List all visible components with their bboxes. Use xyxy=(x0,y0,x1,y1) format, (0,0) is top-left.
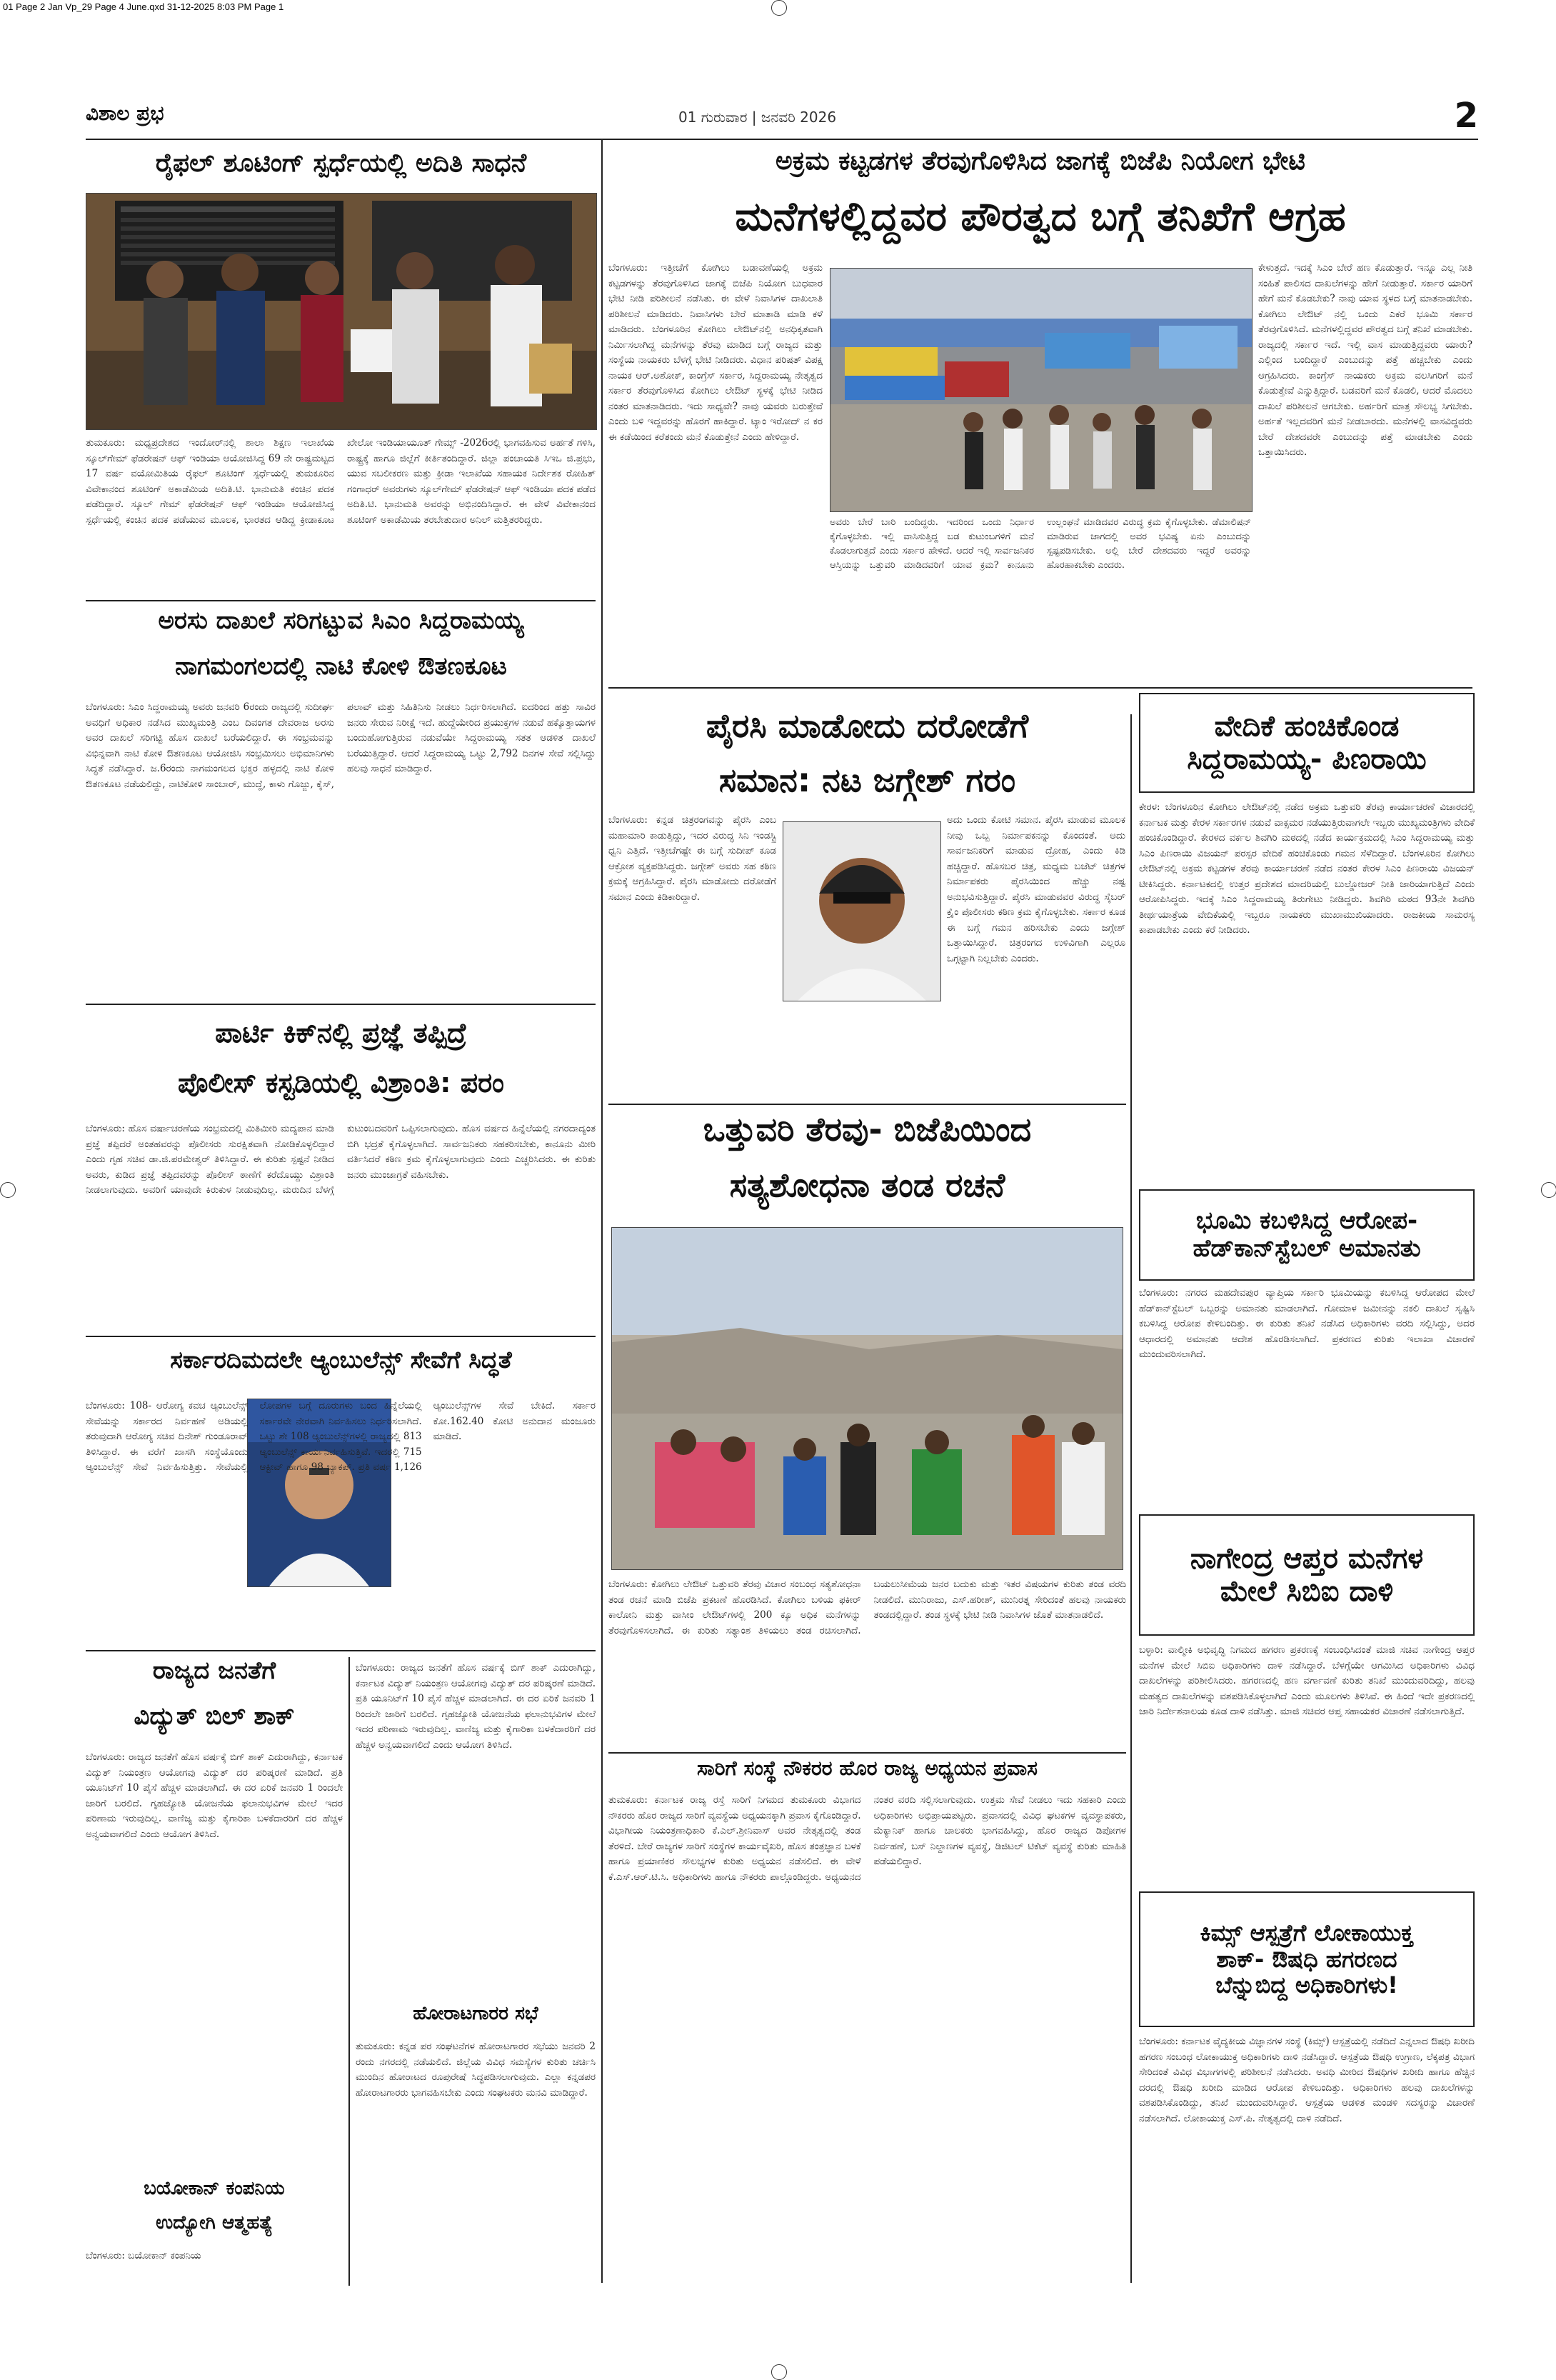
illegal-kicker: ಅಕ್ರಮ ಕಟ್ಟಡಗಳ ತೆರವುಗೊಳಿಸಿದ ಜಾಗಕ್ಕೆ ಬಿಜೆಪಿ ನಿಯೋಗ ಭೇಟಿ xyxy=(776,146,1305,176)
page-number: 2 xyxy=(1454,96,1478,136)
brand-logo: ವಿಶಾಲ ಪ್ರಭ xyxy=(86,101,164,125)
section-rule xyxy=(608,687,1472,689)
section-rule xyxy=(86,1650,596,1651)
horatagarara-headline: ಹೋರಾಟಗಾರರ ಸಭೆ xyxy=(413,2003,538,2024)
jaggesh-portrait-image xyxy=(783,822,940,1001)
demolition-caption: ಅವರು ಬೇರೆ ಬಾರಿ ಬಂದಿದ್ದರು. ಇದರಿಂದ ಒಂದು ನಿರ್ಧಾರ ಕೈಗೊಳ್ಳಬೇಕು. ಇಲ್ಲಿ ವಾಸಿಸುತ್ತಿದ್ದ ಬಡ ಕುಟುಂಬಗಳಿಗೆ ಮನೆ ಕೊಡಲಾಗುತ್ತದೆ ಎಂದು ಸರ್ಕಾರ ಹೇಳಿದೆ. ಆದರೆ ಇಲ್ಲಿ ಸಾರ್ವಜನಿಕರ ಆಸ್ತಿಯನ್ನು ಒತ್ತುವರಿ ಮಾಡಿದವರಿಗೆ ಯಾವ ಕ್ರಮ? ಕಾನೂನು ಉಲ್ಲಂಘನೆ ಮಾಡಿದವರ ವಿರುದ್ಧ ಕ್ರಮ ಕೈಗೊಳ್ಳಬೇಕು. ಡೆಮಾಲಿಷನ್ ಮಾಡಿರುವ ಜಾಗದಲ್ಲಿ ಅವರ ಭವಿಷ್ಯ ಏನು ಎಂಬುದನ್ನು ಸ್ಪಷ್ಟಪಡಿಸಬೇಕು. ಅಲ್ಲಿ ಬೇರೆ ದೇಶದವರು ಇದ್ದರೆ ಅವರನ್ನು ಹೊರಹಾಕಬೇಕು ಎಂದರು. xyxy=(830,517,1251,571)
section-rule xyxy=(608,1752,1126,1754)
slug-line: 01 Page 2 Jan Vp_29 Page 4 June.qxd 31-12-2025 8:03 PM Page 1 xyxy=(3,1,284,12)
demolition-photo xyxy=(830,268,1253,512)
crop-mark-bottom xyxy=(771,2364,787,2380)
section-rule xyxy=(608,1104,1126,1105)
power-body: ಬೆಂಗಳೂರು: ರಾಜ್ಯದ ಜನತೆಗೆ ಹೊಸ ವರ್ಷಕ್ಕೆ ಬಿಗ್ ಶಾಕ್ ಎದುರಾಗಿದ್ದು, ಕರ್ನಾಟಕ ವಿದ್ಯುತ್ ನಿಯಂತ್ರಣ ಆಯೋಗವು ವಿದ್ಯುತ್ ದರ ಪರಿಷ್ಕರಣೆ ಮಾಡಿದೆ. ಪ್ರತಿ ಯೂನಿಟ್‌ಗೆ 10 ಪೈಸೆ ಹೆಚ್ಚಳ ಮಾಡಲಾಗಿದೆ. ಈ ದರ ಏರಿಕೆ ಜನವರಿ 1 ರಿಂದಲೇ ಜಾರಿಗೆ ಬರಲಿದೆ. ಗೃಹಜ್ಯೋತಿ ಯೋಜನೆಯ ಫಲಾನುಭವಿಗಳ ಮೇಲೆ ಇದರ ಪರಿಣಾಮ ಇರುವುದಿಲ್ಲ. ವಾಣಿಜ್ಯ ಮತ್ತು ಕೈಗಾರಿಕಾ ಬಳಕೆದಾರರಿಗೆ ದರ ಹೆಚ್ಚಳ ಅನ್ವಯವಾಗಲಿದೆ ಎಂದು ಆಯೋಗ ತಿಳಿಸಿದೆ. xyxy=(86,1751,343,1840)
kims-headline-bottom: ಬೆನ್ನುಬಿದ್ದ ಅಧಿಕಾರಿಗಳು! xyxy=(1215,1971,1398,1999)
bhoomi-body: ಬೆಂಗಳೂರು: ನಗರದ ಮಹದೇವಪುರ ವ್ಯಾಪ್ತಿಯ ಸರ್ಕಾರಿ ಭೂಮಿಯನ್ನು ಕಬಳಿಸಿದ್ದ ಆರೋಪದ ಮೇಲೆ ಹೆಡ್‌ಕಾನ್‌ಸ್ಟೆಬಲ್ ಒಬ್ಬರನ್ನು ಅಮಾನತು ಮಾಡಲಾಗಿದೆ. ಗೋಮಾಳ ಜಮೀನನ್ನು ನಕಲಿ ದಾಖಲೆ ಸೃಷ್ಟಿಸಿ ಕಬಳಿಸಿದ್ದ ಆರೋಪ ಕೇಳಿಬಂದಿತ್ತು. ಈ ಕುರಿತು ತನಿಖೆ ನಡೆಸಿದ ಅಧಿಕಾರಿಗಳು ವರದಿ ಸಲ್ಲಿಸಿದ್ದು, ಅದರ ಆಧಾರದಲ್ಲಿ ಅಮಾನತು ಆದೇಶ ಹೊರಡಿಸಲಾಗಿದೆ. ಪ್ರಕರಣದ ಕುರಿತು ಇಲಾಖಾ ವಿಚಾರಣೆ ಮುಂದುವರಿಸಲಾಗಿದೆ. xyxy=(1139,1287,1475,1360)
kims-headline-top: ಕಿಮ್ಸ್ ಆಸ್ಪತ್ರೆಗೆ ಲೋಕಾಯುಕ್ತ xyxy=(1200,1919,1414,1946)
power-continued: ಬೆಂಗಳೂರು: ರಾಜ್ಯದ ಜನತೆಗೆ ಹೊಸ ವರ್ಷಕ್ಕೆ ಬಿಗ್ ಶಾಕ್ ಎದುರಾಗಿದ್ದು, ಕರ್ನಾಟಕ ವಿದ್ಯುತ್ ನಿಯಂತ್ರಣ ಆಯೋಗವು ವಿದ್ಯುತ್ ದರ ಪರಿಷ್ಕರಣೆ ಮಾಡಿದೆ. ಪ್ರತಿ ಯೂನಿಟ್‌ಗೆ 10 ಪೈಸೆ ಹೆಚ್ಚಳ ಮಾಡಲಾಗಿದೆ. ಈ ದರ ಏರಿಕೆ ಜನವರಿ 1 ರಿಂದಲೇ ಜಾರಿಗೆ ಬರಲಿದೆ. ಗೃಹಜ್ಯೋತಿ ಯೋಜನೆಯ ಫಲಾನುಭವಿಗಳ ಮೇಲೆ ಇದರ ಪರಿಣಾಮ ಇರುವುದಿಲ್ಲ. ವಾಣಿಜ್ಯ ಮತ್ತು ಕೈಗಾರಿಕಾ ಬಳಕೆದಾರರಿಗೆ ದರ ಹೆಚ್ಚಳ ಅನ್ವಯವಾಗಲಿದೆ ಎಂದು ಆಯೋಗ ತಿಳಿಸಿದೆ. xyxy=(356,1662,596,1751)
demolition-photo-image xyxy=(830,269,1252,511)
crop-mark-right xyxy=(1541,1182,1556,1198)
party-headline-top: ಪಾರ್ಟಿ ಕಿಕ್‌ನಲ್ಲಿ ಪ್ರಜ್ಞೆ ತಪ್ಪಿದ್ರೆ xyxy=(215,1017,467,1049)
ambulance-body: ಬೆಂಗಳೂರು: 108- ಆರೋಗ್ಯ ಕವಚ ಆ್ಯಂಬುಲೆನ್ಸ್ ಸೇವೆಯನ್ನು ಸರ್ಕಾರದ ನಿರ್ವಹಣೆ ಅಡಿಯಲ್ಲಿ ತರುವುದಾಗಿ ಆರೋಗ್ಯ ಸಚಿವ ದಿನೇಶ್ ಗುಂಡೂರಾವ್ ತಿಳಿಸಿದ್ದಾರೆ. ಈ ವರೆಗೆ ಖಾಸಗಿ ಸಂಸ್ಥೆಯೊಂದು ಆ್ಯಂಬುಲೆನ್ಸ್ ಸೇವೆ ನಿರ್ವಹಿಸುತ್ತಿತ್ತು. ಸೇವೆಯಲ್ಲಿ ಲೋಪಗಳ ಬಗ್ಗೆ ದೂರುಗಳು ಬಂದ ಹಿನ್ನೆಲೆಯಲ್ಲಿ ಸರ್ಕಾರವೇ ನೇರವಾಗಿ ನಿರ್ವಹಿಸಲು ನಿರ್ಧರಿಸಲಾಗಿದೆ. ಒಟ್ಟು ಶೇ 108 ಆ್ಯಂಬುಲೆನ್ಸ್‌ಗಳಲ್ಲಿ ರಾಜ್ಯದಲ್ಲಿ 813 ಆ್ಯಂಬುಲೆನ್ಸ್ ಕಾರ್ಯನಿರ್ವಹಿಸುತ್ತಿವೆ. ಇದರಲ್ಲಿ 715 ಆಕ್ಟೀವ್ ಹಾಗೂ 98 ಬ್ಯಾಕಪ್. ಪ್ರತಿ ವರ್ಷ 1,126 ಆ್ಯಂಬುಲೆನ್ಸ್‌ಗಳ ಸೇವೆ ಬೇಕಿದೆ. ಸರ್ಕಾರ ಕೋ.162.40 ಕೋಟಿ ಅನುದಾನ ಮಂಜೂರು ಮಾಡಿದೆ. xyxy=(86,1400,596,1473)
vedike-headline-bottom: ಸಿದ್ದರಾಮಯ್ಯ- ಪಿಣರಾಯಿ xyxy=(1187,743,1427,776)
section-rule xyxy=(86,600,596,601)
dateline: 01 ಗುರುವಾರ | ಜನವರಿ 2026 xyxy=(678,109,837,126)
encroachment-headline-bottom: ಸತ್ಯಶೋಧನಾ ತಂಡ ರಚನೆ xyxy=(729,1166,1005,1204)
party-body: ಬೆಂಗಳೂರು: ಹೊಸ ವರ್ಷಾಚರಣೆಯ ಸಂಭ್ರಮದಲ್ಲಿ ಮಿತಿಮೀರಿ ಮದ್ಯಪಾನ ಮಾಡಿ ಪ್ರಜ್ಞೆ ತಪ್ಪಿದರೆ ಅಂತಹವರನ್ನು ಪೊಲೀಸರು ಸುರಕ್ಷಿತವಾಗಿ ನೋಡಿಕೊಳ್ಳಲಿದ್ದಾರೆ ಎಂದು ಗೃಹ ಸಚಿವ ಡಾ.ಜಿ.ಪರಮೇಶ್ವರ್ ತಿಳಿಸಿದ್ದಾರೆ. ಈ ಕುರಿತು ಸ್ಪಷ್ಟನೆ ನೀಡಿದ ಅವರು, ಕುಡಿದ ಪ್ರಜ್ಞೆ ತಪ್ಪಿದವರನ್ನು ಪೊಲೀಸ್ ಠಾಣೆಗೆ ಕರೆದೊಯ್ದು ವಿಶ್ರಾಂತಿ ನೀಡಲಾಗುವುದು. ಅವರಿಗೆ ಯಾವುದೇ ಕಿರುಕುಳ ನೀಡುವುದಿಲ್ಲ. ಮರುದಿನ ಬೆಳಗ್ಗೆ ಕುಟುಂಬದವರಿಗೆ ಒಪ್ಪಿಸಲಾಗುವುದು. ಹೊಸ ವರ್ಷದ ಹಿನ್ನೆಲೆಯಲ್ಲಿ ನಗರದಾದ್ಯಂತ ಬಿಗಿ ಭದ್ರತೆ ಕೈಗೊಳ್ಳಲಾಗಿದೆ. ಸಾರ್ವಜನಿಕರು ಸಹಕರಿಸಬೇಕು, ಕಾನೂನು ಮೀರಿ ವರ್ತಿಸಿದರೆ ಕಠಿಣ ಕ್ರಮ ಕೈಗೊಳ್ಳಲಾಗುವುದು ಎಂದು ಎಚ್ಚರಿಸಿದರು. ಈ ಕುರಿತು ಜನರು ಮುಂಜಾಗ್ರತೆ ವಹಿಸಬೇಕು. xyxy=(86,1123,596,1196)
nagendra-headline-top: ನಾಗೇಂದ್ರ ಆಪ್ತರ ಮನೆಗಳ xyxy=(1190,1542,1424,1575)
piracy-headline-bottom: ಸಮಾನ: ನಟ ಜಗ್ಗೇಶ್ ಗರಂ xyxy=(718,761,1016,799)
saarige-headline: ಸಾರಿಗೆ ಸಂಸ್ಥೆ ನೌಕರರ ಹೊರ ರಾಜ್ಯ ಅಧ್ಯಯನ ಪ್ರವಾಸ xyxy=(696,1756,1038,1780)
bhoomi-headline-top: ಭೂಮಿ ಕಬಳಿಸಿದ್ದ ಆರೋಪ- xyxy=(1195,1206,1418,1235)
column-rule xyxy=(348,1657,350,2286)
jaggesh-photo xyxy=(783,821,941,1001)
piracy-body-left: ಬೆಂಗಳೂರು: ಕನ್ನಡ ಚಿತ್ರರಂಗವನ್ನು ಪೈರಸಿ ಎಂಬ ಮಹಾಮಾರಿ ಕಾಡುತ್ತಿದ್ದು, ಇದರ ವಿರುದ್ಧ ಸಿನಿ ಇಂಡಸ್ಟ್ರಿ ಧ್ವನಿ ಎತ್ತಿದೆ. ಇತ್ತೀಚೆಗಷ್ಟೇ ಈ ಬಗ್ಗೆ ಸುದೀಪ್ ಕೂಡ ಆಕ್ರೋಶ ವ್ಯಕ್ತಪಡಿಸಿದ್ದರು. ಜಗ್ಗೇಶ್ ಅವರು ಸಹ ಕಠಿಣ ಕ್ರಮಕ್ಕೆ ಆಗ್ರಹಿಸಿದ್ದಾರೆ. ಪೈರಸಿ ಮಾಡೋದು ದರೋಡೆಗೆ ಸಮಾನ ಎಂದು ಕಿಡಿಕಾರಿದ್ದಾರೆ. xyxy=(608,814,776,903)
kims-body: ಬೆಂಗಳೂರು: ಕರ್ನಾಟಕ ವೈದ್ಯಕೀಯ ವಿಜ್ಞಾನಗಳ ಸಂಸ್ಥೆ (ಕಿಮ್ಸ್) ಆಸ್ಪತ್ರೆಯಲ್ಲಿ ನಡೆದಿದೆ ಎನ್ನಲಾದ ಔಷಧಿ ಖರೀದಿ ಹಗರಣ ಸಂಬಂಧ ಲೋಕಾಯುಕ್ತ ಅಧಿಕಾರಿಗಳು ದಾಳಿ ನಡೆಸಿದ್ದಾರೆ. ಆಸ್ಪತ್ರೆಯ ಔಷಧಿ ಉಗ್ರಾಣ, ಲೆಕ್ಕಪತ್ರ ವಿಭಾಗ ಸೇರಿದಂತೆ ವಿವಿಧ ವಿಭಾಗಗಳಲ್ಲಿ ಪರಿಶೀಲನೆ ನಡೆಸಿದರು. ಅವಧಿ ಮೀರಿದ ಔಷಧಿಗಳ ಖರೀದಿ ಹಾಗೂ ಹೆಚ್ಚಿನ ದರದಲ್ಲಿ ಔಷಧಿ ಖರೀದಿ ಮಾಡಿದ ಆರೋಪ ಕೇಳಿಬಂದಿತ್ತು. ಅಧಿಕಾರಿಗಳು ಹಲವು ದಾಖಲೆಗಳನ್ನು ವಶಪಡಿಸಿಕೊಂಡಿದ್ದು, ತನಿಖೆ ಮುಂದುವರಿಸಿದ್ದಾರೆ. ಆಸ್ಪತ್ರೆಯ ಆಡಳಿತ ಮಂಡಳಿ ಸದಸ್ಯರನ್ನು ವಿಚಾರಣೆ ನಡೆಸಲಾಗಿದೆ. ಲೋಕಾಯುಕ್ತ ಎಸ್.ಪಿ. ನೇತೃತ್ವದಲ್ಲಿ ದಾಳಿ ನಡೆದಿದೆ. xyxy=(1139,2036,1475,2124)
bhoomi-headline-box xyxy=(1139,1189,1475,1281)
rifle-headline: ರೈಫಲ್ ಶೂಟಿಂಗ್ ಸ್ಪರ್ಧೆಯಲ್ಲಿ ಅದಿತಿ ಸಾಧನೆ xyxy=(155,149,527,178)
nagamangala-headline-top: ಅರಸು ದಾಖಲೆ ಸರಿಗಟ್ಟುವ ಸಿಎಂ ಸಿದ್ದರಾಮಯ್ಯ xyxy=(158,606,524,635)
kims-headline-box xyxy=(1139,1891,1475,2027)
illegal-headline: ಮನೆಗಳಲ್ಲಿದ್ದವರ ಪೌರತ್ವದ ಬಗ್ಗೆ ತನಿಖೆಗೆ ಆಗ್ರಹ xyxy=(735,194,1346,240)
party-headline-bottom: ಪೊಲೀಸ್ ಕಸ್ಟಡಿಯಲ್ಲಿ ವಿಶ್ರಾಂತಿ: ಪರಂ xyxy=(177,1067,505,1099)
vedike-headline-top: ವೇದಿಕೆ ಹಂಚಿಕೊಂಡ xyxy=(1214,710,1400,743)
crop-mark-left xyxy=(0,1182,16,1198)
illegal-body-right: ಕೇಳುತ್ತದೆ. ಇದಕ್ಕೆ ಸಿಎಂ ಬೇರೆ ಹಣ ಕೊಡುತ್ತಾರೆ. ಇನ್ನೂ ಎಲ್ಲ ನೀತಿ ಸಂಹಿತೆ ಪಾಲಿಸದ ದಾಖಲೆಗಳನ್ನು ಹೇಗೆ ನೀಡುತ್ತಾರೆ. ಸರ್ಕಾರ ಯಾರಿಗೆ ಹೇಗೆ ಮನೆ ಕೊಡಬೇಕು? ನಾವು ಯಾವ ಸ್ಥಳದ ಬಗ್ಗೆ ಮಾತನಾಡಬೇಕು. ಕೋಗಿಲು ಲೇಔಟ್ ನಲ್ಲಿ ಒಂದು ಎಕರೆ ಭೂಮಿ ಸರ್ಕಾರ ತೆರವುಗೊಳಿಸಿದೆ. ಮನೆಗಳಲ್ಲಿದ್ದವರ ಪೌರತ್ವದ ಬಗ್ಗೆ ತನಿಖೆ ಮಾಡಬೇಕು. ರಾಜ್ಯದಲ್ಲಿ ಸರ್ಕಾರ ಇದೆ. ಇಲ್ಲಿ ವಾಸ ಮಾಡುತ್ತಿದ್ದವರು ಯಾರು? ಎಲ್ಲಿಂದ ಬಂದಿದ್ದಾರೆ ಎಂಬುದನ್ನು ಪತ್ತೆ ಹಚ್ಚಬೇಕು ಎಂದು ಆಗ್ರಹಿಸಿದರು. ಕಾಂಗ್ರೆಸ್ ನಾಯಕರು ಅಕ್ರಮ ವಲಸಿಗರಿಗೆ ಮನೆ ಕೊಡುತ್ತೇವೆ ಎನ್ನುತ್ತಿದ್ದಾರೆ. ಬಡವರಿಗೆ ಮನೆ ಕೊಡಲಿ, ಆದರೆ ಮೊದಲು ದಾಖಲೆ ಪರಿಶೀಲನೆ ಆಗಬೇಕು. ಅರ್ಹರಿಗೆ ಮಾತ್ರ ಸೌಲಭ್ಯ ಸಿಗಬೇಕು. ಅರ್ಹತೆ ಇಲ್ಲದವರಿಗೆ ಮನೆ ನೀಡಬಾರದು. ಮನೆಗಳಲ್ಲಿ ವಾಸವಿದ್ದವರು ಬೇರೆ ದೇಶದವರೇ ಎಂಬುದನ್ನು ಪತ್ತೆ ಮಾಡಬೇಕು ಎಂದು ಒತ್ತಾಯಿಸಿದರು. xyxy=(1258,262,1472,458)
masthead xyxy=(86,96,1478,140)
nagamangala-body: ಬೆಂಗಳೂರು: ಸಿಎಂ ಸಿದ್ದರಾಮಯ್ಯ ಅವರು ಜನವರಿ 6ರಂದು ರಾಜ್ಯದಲ್ಲಿ ಸುದೀರ್ಘ ಅವಧಿಗೆ ಅಧಿಕಾರ ನಡೆಸಿದ ಮುಖ್ಯಮಂತ್ರಿ ಎಂಬ ದಿವಂಗತ ದೇವರಾಜ ಅರಸು ಅವರ ದಾಖಲೆ ಸರಿಗಟ್ಟಿ ಹೊಸ ದಾಖಲೆ ಬರೆಯಲಿದ್ದಾರೆ. ಈ ಸಂಭ್ರಮವನ್ನು ವಿಭಿನ್ನವಾಗಿ ನಾಟಿ ಕೋಳಿ ಔತಣಕೂಟ ಆಯೋಜಿಸಿ ಸಂಭ್ರಮಿಸಲು ಅಭಿಮಾನಿಗಳು ಸಿದ್ಧತೆ ನಡೆಸಿದ್ದಾರೆ. ಜ.6ರಂದು ನಾಗಮಂಗಲದ ಭಕ್ತರ ಹಳ್ಳದಲ್ಲಿ ನಾಟಿ ಕೋಳಿ ಔತಣಕೂಟ ನಡೆಯಲಿದ್ದು, ನಾಟಿಕೋಳಿ ಸಾಂಬಾರ್, ಮುದ್ದೆ, ಕಾಳು ಗೊಜ್ಜು, ಕೈಸ್, ಪಲಾವ್ ಮತ್ತು ಸಿಹಿತಿನಿಸು ನೀಡಲು ನಿರ್ಧರಿಸಲಾಗಿದೆ. ಐದರಿಂದ ಹತ್ತು ಸಾವಿರ ಜನರು ಸೇರುವ ನಿರೀಕ್ಷೆ ಇದೆ. ಹುದ್ದೆಯೇರಿದ ಪ್ರಯುಕ್ತಗಳ ನಡುವೆ ಹಕ್ಕೊತ್ತಾಯಗಳ ಬಂದುಹೋಗುತ್ತಿರುವ ನಡುವೆಯೇ ಸಿದ್ದರಾಮಯ್ಯ ಸತತ ಆಡಳಿತ ದಾಖಲೆ ಬರೆಯುತ್ತಿದ್ದಾರೆ. ಆದರೆ ಸಿದ್ದರಾಮಯ್ಯ ಒಟ್ಟು 2,792 ದಿನಗಳ ಸೇವೆ ಸಲ್ಲಿಸಿದ್ದು ಹಲವು ಸಾಧನೆ ಮಾಡಿದ್ದಾರೆ. xyxy=(86,701,596,790)
biocon-headline-bottom: ಉದ್ಯೋಗಿ ಆತ್ಮಹತ್ಯೆ xyxy=(156,2212,273,2234)
nagendra-headline-box xyxy=(1139,1514,1475,1636)
section-rule xyxy=(86,1004,596,1005)
power-headline-bottom: ವಿದ್ಯುತ್ ಬಿಲ್ ಶಾಕ್ xyxy=(134,1702,295,1731)
vedike-body: ಕೇರಳ: ಬೆಂಗಳೂರಿನ ಕೋಗಿಲು ಲೇಔಟ್‌ನಲ್ಲಿ ನಡೆದ ಅಕ್ರಮ ಒತ್ತುವರಿ ತೆರವು ಕಾರ್ಯಾಚರಣೆ ವಿಚಾರದಲ್ಲಿ ಕರ್ನಾಟಕ ಮತ್ತು ಕೇರಳ ಸರ್ಕಾರಗಳ ನಡುವೆ ವಾಕ್ಸಮರ ನಡೆಯುತ್ತಿರುವಾಗಲೇ ಇಬ್ಬರು ಮುಖ್ಯಮಂತ್ರಿಗಳು ವೇದಿಕೆ ಹಂಚಿಕೊಂಡಿದ್ದಾರೆ. ಕೇರಳದ ವರ್ಕಲ ಶಿವಗಿರಿ ಮಠದಲ್ಲಿ ನಡೆದ ಕಾರ್ಯಕ್ರಮದಲ್ಲಿ ಸಿಎಂ ಸಿದ್ದರಾಮಯ್ಯ ಮತ್ತು ಸಿಎಂ ಪಿಣರಾಯಿ ವಿಜಯನ್ ಪರಸ್ಪರ ವೇದಿಕೆ ಹಂಚಿಕೊಂಡು ಗಮನ ಸೆಳೆದಿದ್ದಾರೆ. ಬೆಂಗಳೂರಿನ ಕೋಗಿಲು ಲೇಔಟ್‌ನಲ್ಲಿ ಅಕ್ರಮ ಕಟ್ಟಡಗಳ ತೆರವು ಕಾರ್ಯಾಚರಣೆ ನಡೆದ ನಂತರ ಕೇರಳ ಸಿಎಂ ಪಿಣರಾಯಿ ವಿಜಯನ್ ಟೀಕಿಸಿದ್ದರು. ಕರ್ನಾಟಕದಲ್ಲಿ ಉತ್ತರ ಪ್ರದೇಶದ ಮಾದರಿಯಲ್ಲಿ ಬುಲ್ಡೋಜರ್ ನೀತಿ ಜಾರಿಯಾಗುತ್ತಿದೆ ಎಂದು ಆರೋಪಿಸಿದ್ದರು. ಇದಕ್ಕೆ ಸಿಎಂ ಸಿದ್ದರಾಮಯ್ಯ ತಿರುಗೇಟು ನೀಡಿದ್ದರು. ಶಿವಗಿರಿ ಮಠದ 93ನೇ ಶಿವಗಿರಿ ತೀರ್ಥಯಾತ್ರೆಯ ವೇದಿಕೆಯಲ್ಲಿ ಇಬ್ಬರೂ ನಾಯಕರು ಮುಖಾಮುಖಿಯಾದರು. ರಾಜಕೀಯ ಸಾಮರಸ್ಯ ಕಾಪಾಡಬೇಕು ಎಂದು ಕರೆ ನೀಡಿದರು. xyxy=(1139,801,1475,936)
rifle-photo xyxy=(86,193,597,430)
encroachment-headline-top: ಒತ್ತುವರಿ ತೆರವು- ಬಿಜೆಪಿಯಿಂದ xyxy=(703,1110,1032,1149)
vedike-headline-box xyxy=(1139,693,1475,793)
column-rule xyxy=(1130,714,1132,2283)
piracy-headline-top: ಪೈರಸಿ ಮಾಡೋದು ದರೋಡೆಗೆ xyxy=(706,706,1029,745)
rifle-body: ತುಮಕೂರು: ಮಧ್ಯಪ್ರದೇಶದ ಇಂದೋರ್‌ನಲ್ಲಿ ಶಾಲಾ ಶಿಕ್ಷಣ ಇಲಾಖೆಯ ಸ್ಕೂಲ್‌ಗೇಮ್ ಫೆಡರೇಷನ್ ಆಫ್ ಇಂಡಿಯಾ ಆಯೋಜಿಸಿದ್ದ 69 ನೇ ರಾಷ್ಟ್ರಮಟ್ಟದ 17 ವರ್ಷ ವಯೋಮಿತಿಯ ರೈಫಲ್ ಶೂಟಿಂಗ್ ಸ್ಪರ್ಧೆಯಲ್ಲಿ ತುಮಕೂರಿನ ವಿವೇಕಾನಂದ ಶೂಟಿಂಗ್ ಅಕಾಡೆಮಿಯ ಅದಿತಿ.ಟಿ. ಭಾನುಮತಿ ಕಂಚಿನ ಪದಕ ಪಡೆದಿದ್ದಾರೆ. ಸ್ಕೂಲ್ ಗೇಮ್ ಫೆಡರೇಷನ್ ಆಫ್ ಇಂಡಿಯಾ ಆಯೋಜಿಸಿದ್ದ ಸ್ಪರ್ಧೆಯಲ್ಲಿ ಕಂಚಿನ ಪದಕ ಪಡೆಯುವ ಮೂಲಕ, ಭಾರತದ ಆಡಿದ್ದ ಕ್ರೀಡಾಕೂಟ ಖೇಲೋ ಇಂಡಿಯಾಯೂತ್ ಗೇಮ್ಸ್ -2026ರಲ್ಲಿ ಭಾಗವಹಿಸುವ ಅರ್ಹತೆ ಗಳಿಸಿ, ರಾಷ್ಟ್ರಕ್ಕೆ ಹಾಗೂ ಜಿಲ್ಲೆಗೆ ಕೀರ್ತಿತಂದಿದ್ದಾರೆ. ಜಿಲ್ಲಾ ಪಂಚಾಯತಿ ಸಿಇಒ ಜಿ.ಪ್ರಭು, ಯುವ ಸಬಲೀಕರಣ ಮತ್ತು ಕ್ರೀಡಾ ಇಲಾಖೆಯ ಸಹಾಯಕ ನಿರ್ದೇಶಕ ರೋಹಿತ್ ಗಂಗಾಧರ್ ಅವರುಗಳು ಸ್ಕೂಲ್‌ಗೇಮ್ ಫೆಡರೇಷನ್ ಆಫ್ ಇಂಡಿಯಾ ಪದಕ ಪಡೆದ ಅದಿತಿ.ಟಿ. ಭಾನುಮತಿ ಅವರನ್ನು ಅಭಿನಂದಿಸಿದ್ದಾರೆ. ಈ ವೇಳೆ ವಿವೇಕಾನಂದ ಶೂಟಿಂಗ್ ಅಕಾಡೆಮಿಯ ತರಬೇತುದಾರ ಅನಿಲ್ ಮತ್ತಿತರರಿದ್ದರು. xyxy=(86,437,596,526)
nagendra-headline-bottom: ಮೇಲೆ ಸಿಬಿಐ ದಾಳಿ xyxy=(1220,1575,1394,1608)
piracy-body-right: ಅದು ಒಂದು ಕೋಟಿ ಸಮಾನ. ಪೈರಸಿ ಮಾಡುವ ಮೂಲಕ ನೀವು ಒಬ್ಬ ನಿರ್ಮಾಪಕನನ್ನು ಕೊಂದಂತೆ. ಅದು ಸಾರ್ವಜನಿಕರಿಗೆ ಮಾಡುವ ದ್ರೋಹ, ಎಂದು ಕಿಡಿ ಹಚ್ಚಿದ್ದಾರೆ. ಹೊಸಬರ ಚಿತ್ರ, ಮಧ್ಯಮ ಬಜೆಟ್ ಚಿತ್ರಗಳ ನಿರ್ಮಾಪಕರು ಪೈರಸಿಯಿಂದ ಹೆಚ್ಚು ನಷ್ಟ ಅನುಭವಿಸುತ್ತಿದ್ದಾರೆ. ಪೈರಸಿ ಮಾಡುವವರ ವಿರುದ್ಧ ಸೈಬರ್ ಕ್ರೈಂ ಪೊಲೀಸರು ಕಠಿಣ ಕ್ರಮ ಕೈಗೊಳ್ಳಬೇಕು. ಸರ್ಕಾರ ಕೂಡ ಈ ಬಗ್ಗೆ ಗಮನ ಹರಿಸಬೇಕು ಎಂದು ಜಗ್ಗೇಶ್ ಒತ್ತಾಯಿಸಿದ್ದಾರೆ. ಚಿತ್ರರಂಗದ ಉಳಿವಿಗಾಗಿ ಎಲ್ಲರೂ ಒಗ್ಗಟ್ಟಾಗಿ ನಿಲ್ಲಬೇಕು ಎಂದರು. xyxy=(947,814,1125,964)
horatagarara-body: ತುಮಕೂರು: ಕನ್ನಡ ಪರ ಸಂಘಟನೆಗಳ ಹೋರಾಟಗಾರರ ಸಭೆಯು ಜನವರಿ 2 ರಂದು ನಗರದಲ್ಲಿ ನಡೆಯಲಿದೆ. ಜಿಲ್ಲೆಯ ವಿವಿಧ ಸಮಸ್ಯೆಗಳ ಕುರಿತು ಚರ್ಚಿಸಿ ಮುಂದಿನ ಹೋರಾಟದ ರೂಪುರೇಷೆ ಸಿದ್ಧಪಡಿಸಲಾಗುವುದು. ಎಲ್ಲಾ ಕನ್ನಡಪರ ಹೋರಾಟಗಾರರು ಭಾಗವಹಿಸಬೇಕು ಎಂದು ಸಂಘಟಕರು ಮನವಿ ಮಾಡಿದ್ದಾರೆ. xyxy=(356,2041,596,2099)
ambulance-headline: ಸರ್ಕಾರದಿಮದಲೇ ಆ್ಯಂಬುಲೆನ್ಸ್ ಸೇವೆಗೆ ಸಿದ್ಧತೆ xyxy=(170,1346,512,1374)
encroachment-photo xyxy=(611,1227,1123,1570)
biocon-body: ಬೆಂಗಳೂರು: ಬಯೋಕಾನ್ ಕಂಪನಿಯ xyxy=(86,2250,201,2261)
bhoomi-headline-bottom: ಹೆಡ್‌ಕಾನ್‌ಸ್ಟೆಬಲ್ ಅಮಾನತು xyxy=(1193,1234,1421,1263)
nagamangala-headline-bottom: ನಾಗಮಂಗಲದಲ್ಲಿ ನಾಟಿ ಕೋಳಿ ಔತಣಕೂಟ xyxy=(175,652,507,681)
power-headline-top: ರಾಜ್ಯದ ಜನತೆಗೆ xyxy=(152,1656,276,1685)
saarige-body: ತುಮಕೂರು: ಕರ್ನಾಟಕ ರಾಜ್ಯ ರಸ್ತೆ ಸಾರಿಗೆ ನಿಗಮದ ತುಮಕೂರು ವಿಭಾಗದ ನೌಕರರು ಹೊರ ರಾಜ್ಯದ ಸಾರಿಗೆ ವ್ಯವಸ್ಥೆಯ ಅಧ್ಯಯನಕ್ಕಾಗಿ ಪ್ರವಾಸ ಕೈಗೊಂಡಿದ್ದಾರೆ. ವಿಭಾಗೀಯ ನಿಯಂತ್ರಣಾಧಿಕಾರಿ ಕೆ.ಎಲ್.ಶ್ರೀನಿವಾಸ್ ಅವರ ನೇತೃತ್ವದಲ್ಲಿ ತಂಡ ತೆರಳಿದೆ. ಬೇರೆ ರಾಜ್ಯಗಳ ಸಾರಿಗೆ ಸಂಸ್ಥೆಗಳ ಕಾರ್ಯವೈಖರಿ, ಹೊಸ ತಂತ್ರಜ್ಞಾನ ಬಳಕೆ ಹಾಗೂ ಪ್ರಯಾಣಿಕರ ಸೌಲಭ್ಯಗಳ ಕುರಿತು ಅಧ್ಯಯನ ನಡೆಸಲಿದೆ. ಈ ವೇಳೆ ಕೆ.ಎಸ್.ಆರ್.ಟಿ.ಸಿ. ಅಧಿಕಾರಿಗಳು ಹಾಗೂ ನೌಕರರು ಪಾಲ್ಗೊಂಡಿದ್ದರು. ಅಧ್ಯಯನದ ನಂತರ ವರದಿ ಸಲ್ಲಿಸಲಾಗುವುದು. ಉತ್ತಮ ಸೇವೆ ನೀಡಲು ಇದು ಸಹಕಾರಿ ಎಂದು ಅಧಿಕಾರಿಗಳು ಅಭಿಪ್ರಾಯಪಟ್ಟರು. ಪ್ರವಾಸದಲ್ಲಿ ವಿವಿಧ ಘಟಕಗಳ ವ್ಯವಸ್ಥಾಪಕರು, ಮೆಕ್ಯಾನಿಕ್ ಹಾಗೂ ಚಾಲಕರು ಭಾಗವಹಿಸಿದ್ದು, ಹೊರ ರಾಜ್ಯದ ಡಿಪೋಗಳ ನಿರ್ವಹಣೆ, ಬಸ್ ನಿಲ್ದಾಣಗಳ ವ್ಯವಸ್ಥೆ, ಡಿಜಿಟಲ್ ಟಿಕೆಟ್ ವ್ಯವಸ್ಥೆ ಕುರಿತು ಮಾಹಿತಿ ಪಡೆಯಲಿದ್ದಾರೆ. xyxy=(608,1794,1126,1883)
encroachment-photo-image xyxy=(612,1228,1123,1569)
illegal-body-left: ಬೆಂಗಳೂರು: ಇತ್ತೀಚೆಗೆ ಕೋಗಿಲು ಬಡಾವಣೆಯಲ್ಲಿ ಅಕ್ರಮ ಕಟ್ಟಡಗಳನ್ನು ತೆರವುಗೊಳಿಸಿದ ಜಾಗಕ್ಕೆ ಬಿಜೆಪಿ ನಿಯೋಗ ಬುಧವಾರ ಭೇಟಿ ನೀಡಿ ಪರಿಶೀಲನೆ ನಡೆಸಿತು. ಈ ವೇಳೆ ನಿವಾಸಿಗಳ ದಾಖಲಾತಿ ಪರಿಶೀಲನೆ ಮಾಡಿದರು. ನಿವಾಸಿಗಳು ಬೇರೆ ಮಾತಾಡಿ ಮಾಡಿ ಕಳೆ ಮಾಡಿದರು. ಬೆಂಗಳೂರಿನ ಕೋಗಿಲು ಲೇಔಟ್‌ನಲ್ಲಿ ಅನಧಿಕೃತವಾಗಿ ನಿರ್ಮಿಸಲಾಗಿದ್ದ ಮನೆಗಳನ್ನು ತೆರವು ಮಾಡಿದ ಬಗ್ಗೆ ರಾಜ್ಯದ ಮತ್ತು ಸಂಸ್ಥೆಯ ನಾಯಕರು ಬೆಳಗ್ಗೆ ಭೇಟಿ ನೀಡಿದರು. ವಿಧಾನ ಪರಿಷತ್ ವಿಪಕ್ಷ ನಾಯಕ ಆರ್.ಅಶೋಕ್, ಕಾಂಗ್ರೆಸ್ ಸರ್ಕಾರ, ಸಿದ್ದರಾಮಯ್ಯ ನೇತೃತ್ವದ ಸರ್ಕಾರ ತೆರವುಗೊಳಿಸಿದ ಕೋಗಿಲು ಲೇಔಟ್ ಸ್ಥಳಕ್ಕೆ ಭೇಟಿ ನೀಡಿದ ನಂತರ ಮಾತನಾಡಿದರು. ಇದು ಸಾಧ್ಯವೇ? ನಾವು ಯವರು ಬರುತ್ತೇವೆ ಎಂದು ಬಳಿ ಇದ್ದವರನ್ನು ಹೊರಗೆ ಹಾಕಿದ್ದಾರೆ. ಟ್ಯಾಂ ಇರೋದ್ ನ ಕರ ಈ ಕಡೆಯಿಂದ ಕರೆತಂದು ಮನೆ ಕೊಡುತ್ತೇನೆ ಎಂದು ಹೇಳಿದ್ದಾರೆ. xyxy=(608,262,823,443)
encroachment-body: ಬೆಂಗಳೂರು: ಕೋಗಿಲು ಲೇಔಟ್ ಒತ್ತುವರಿ ತೆರವು ವಿಚಾರ ಸಂಬಂಧ ಸತ್ಯಶೋಧನಾ ತಂಡ ರಚನೆ ಮಾಡಿ ಬಿಜೆಪಿ ಪ್ರಕಟಣೆ ಹೊರಡಿಸಿದೆ. ಕೋಗಿಲು ಬಳಿಯ ಫಕೀರ್ ಕಾಲೋನಿ ಮತ್ತು ವಾಸೀಂ ಲೇಔಟ್‌ಗಳಲ್ಲಿ 200 ಕ್ಕೂ ಅಧಿಕ ಮನೆಗಳನ್ನು ತೆರವುಗೊಳಿಸಲಾಗಿದೆ. ಈ ಕುರಿತು ಸತ್ಯಾಂಶ ತಿಳಿಯಲು ತಂಡ ರಚಿಸಲಾಗಿದೆ. ಬಯಲುಸೀಮೆಯ ಜನರ ಬದುಕು ಮತ್ತು ಇತರ ವಿಷಯಗಳ ಕುರಿತು ತಂಡ ವರದಿ ನೀಡಲಿದೆ. ಮುನಿರಾಜು, ಎಸ್.ಹರೀಶ್, ಮುನಿರತ್ನ ಸೇರಿದಂತೆ ಹಲವು ನಾಯಕರು ತಂಡದಲ್ಲಿದ್ದಾರೆ. ತಂಡ ಸ್ಥಳಕ್ಕೆ ಭೇಟಿ ನೀಡಿ ನಿವಾಸಿಗಳ ಜೊತೆ ಮಾತನಾಡಲಿದೆ. xyxy=(608,1579,1126,1636)
nagendra-body: ಬಳ್ಳಾರಿ: ವಾಲ್ಮೀಕಿ ಅಭಿವೃದ್ಧಿ ನಿಗಮದ ಹಗರಣ ಪ್ರಕರಣಕ್ಕೆ ಸಂಬಂಧಿಸಿದಂತೆ ಮಾಜಿ ಸಚಿವ ನಾಗೇಂದ್ರ ಆಪ್ತರ ಮನೆಗಳ ಮೇಲೆ ಸಿಬಿಐ ಅಧಿಕಾರಿಗಳು ದಾಳಿ ನಡೆಸಿದ್ದಾರೆ. ಬೆಳಗ್ಗೆಯೇ ಆಗಮಿಸಿದ ಅಧಿಕಾರಿಗಳು ವಿವಿಧ ದಾಖಲೆಗಳನ್ನು ಪರಿಶೀಲಿಸಿದರು. ಹಗರಣದಲ್ಲಿ ಹಣ ವರ್ಗಾವಣೆ ಕುರಿತು ತನಿಖೆ ಮುಂದುವರಿದಿದ್ದು, ಹಲವು ಮಹತ್ವದ ದಾಖಲೆಗಳನ್ನು ವಶಪಡಿಸಿಕೊಳ್ಳಲಾಗಿದೆ ಎಂದು ಮೂಲಗಳು ತಿಳಿಸಿವೆ. ಈ ಹಿಂದೆ ಇದೇ ಪ್ರಕರಣದಲ್ಲಿ ಜಾರಿ ನಿರ್ದೇಶನಾಲಯ ಕೂಡ ದಾಳಿ ನಡೆಸಿತ್ತು. ಮಾಜಿ ಸಚಿವರ ಆಪ್ತ ಸಹಾಯಕರ ವಿಚಾರಣೆ ನಡೆಸಲಾಗುತ್ತಿದೆ. xyxy=(1139,1644,1475,1717)
biocon-headline-top: ಬಯೋಕಾನ್ ಕಂಪನಿಯ xyxy=(144,2178,285,2199)
kims-headline-mid: ಶಾಕ್- ಔಷಧಿ ಹಗರಣದ xyxy=(1216,1945,1397,1973)
column-rule xyxy=(601,140,603,2283)
rifle-photo-image xyxy=(86,194,596,429)
crop-mark-top xyxy=(771,0,787,16)
section-rule xyxy=(86,1336,596,1337)
